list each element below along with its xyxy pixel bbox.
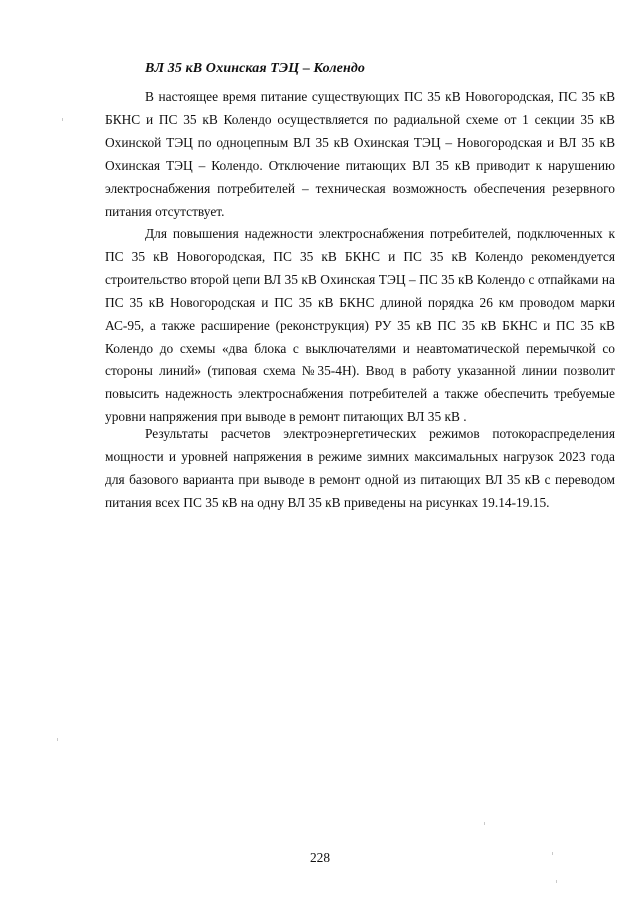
scan-speck	[552, 852, 553, 855]
page-number: 228	[309, 850, 331, 865]
paragraph-recommendation: Для повышения надежности электроснабжения потребителей, подключенных к ПС 35 кВ Новогородская, ПС 35 кВ БКНС и ПС 35 кВ Колендо рекомендуется строительство второй цепи ВЛ 35 кВ Охинская ТЭЦ – ПС 35 кВ Колендо с отпайками на ПС 35 кВ Новогородская и ПС 35 кВ БКНС длиной порядка 26 км проводом марки АС-95, а также расширение (реконструкция) РУ 35 кВ ПС 35 кВ БКНС и ПС 35 кВ Колендо до схемы «два блока с выключателями и неавтоматической перемычкой со стороны линий» (типовая схема №35-4Н). Ввод в работу указанной линии позволит повысить надежность электроснабжения потребителей а также обеспечить требуемые уровни напряжения при выводе в ремонт питающих ВЛ 35 кВ .	[105, 226, 615, 425]
scan-speck	[57, 738, 58, 741]
scan-speck	[556, 880, 557, 883]
scan-speck	[62, 118, 63, 121]
section-heading: ВЛ 35 кВ Охинская ТЭЦ – Колендо	[145, 61, 365, 76]
paragraph-current-supply: В настоящее время питание существующих ПС 35 кВ Новогородская, ПС 35 кВ БКНС и ПС 35 кВ Колендо осуществляется по радиальной схеме от 1 секции 35 кВ Охинской ТЭЦ по одноцепным ВЛ 35 кВ Охинская ТЭЦ – Новогородская и ВЛ 35 кВ Охинская ТЭЦ – Колендо. Отключение питающих ВЛ 35 кВ приводит к нарушению электроснабжения потребителей – техническая возможность обеспечения резервного питания отсутствует.	[105, 89, 615, 219]
paragraph-calculation-results: Результаты расчетов электроэнергетических режимов потокораспределения мощности и уровней напряжения в режиме зимних максимальных нагрузок 2023 года для базового варианта при выводе в ремонт одной из питающих ВЛ 35 кВ с переводом питания всех ПС 35 кВ на одну ВЛ 35 кВ приведены на рисунках 19.14-19.15.	[105, 426, 615, 510]
scan-speck	[484, 822, 485, 825]
